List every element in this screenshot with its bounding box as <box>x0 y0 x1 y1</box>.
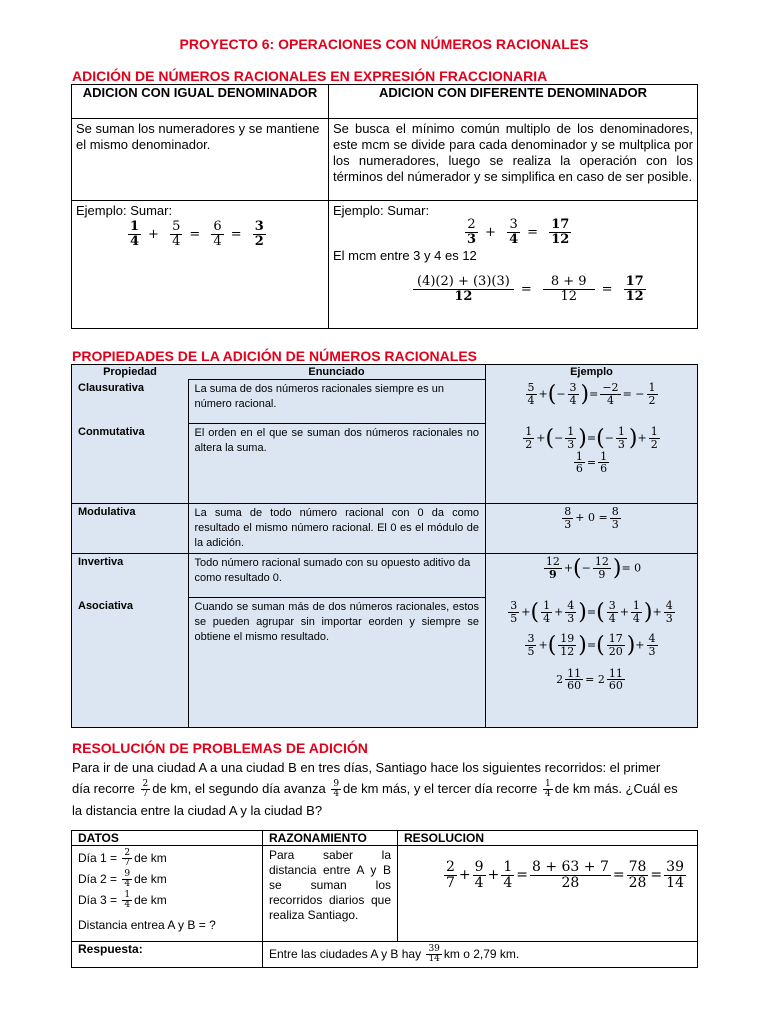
header-datos: DATOS <box>72 831 263 846</box>
prop-name: Conmutativa <box>72 424 189 504</box>
resolucion-table <box>71 830 698 968</box>
page-title: PROYECTO 6: OPERACIONES CON NÚMEROS RACIONALES <box>179 36 589 52</box>
section-heading-adicion: ADICIÓN DE NÚMEROS RACIONALES EN EXPRESIÓN FRACCIONARIA <box>72 68 548 84</box>
header-propiedad: Propiedad <box>72 365 189 380</box>
example-equation-diferente: $\frac{2}{3}$ + $\frac{3}{4}$ = $\frac{17}{12}$ <box>467 217 570 247</box>
prop-name: Modulativa <box>72 504 189 554</box>
prop-name: Invertiva <box>72 554 189 598</box>
col-header-igual: ADICION CON IGUAL DENOMINADOR <box>72 85 329 119</box>
mcm-text: El mcm entre 3 y 4 es 12 <box>333 248 477 264</box>
adicion-table <box>71 84 698 329</box>
problem-statement: Para ir de una ciudad A a una ciudad B en tres días, Santiago hace los siguientes recorridos: el primer día recorre $\frac{2}{7}$ de km, el segundo día avanza $\frac{9}{4}$ de km más, y el tercer día recorre $\frac{1}{4}$ de km más. ¿Cuál es la distancia entre la ciudad A y la ciudad B? <box>72 760 678 818</box>
prop-text: Cuando se suman más de dos números racionales, estos se pueden agrupar sin importar eorden y siempre se obtiene el mismo resultado. <box>188 598 486 728</box>
mcm-equation: $\frac{(4)(2) + (3)(3)}{12}$ = $\frac{8 + 9}{12}$ = $\frac{17}{12}$ <box>411 275 693 303</box>
razonamiento-cell: Para saber la distancia entre A y B se suman los recorridos diarios que realiza Santiago. <box>263 846 398 942</box>
example-label-1: Ejemplo: Sumar: <box>76 203 173 218</box>
header-resolucion: RESOLUCION <box>398 831 698 846</box>
header-ejemplo: Ejemplo <box>486 365 698 380</box>
example-label-2: Ejemplo: Sumar: <box>333 203 430 218</box>
propiedades-table <box>71 364 698 728</box>
col-header-diferente: ADICION CON DIFERENTE DENOMINADOR <box>329 85 698 119</box>
respuesta-label: Respuesta: <box>72 942 263 968</box>
prop-example-conmutativa: $\frac{1}{2}$ +(− $\frac{1}{3}$ )=(− $\frac{1}{3}$ )+ $\frac{1}{2}$ $\frac{1}{6}$ = $\frac{1}{6}$ <box>486 424 698 504</box>
resolucion-equation: $\frac{2}{7}$ + $\frac{9}{4}$ + $\frac{1}{4}$ = $\frac{8 + 63 + 7}{28}$ = $\frac{78}{28}$ = $\frac{39}{14}$ <box>398 846 698 942</box>
prop-text: Todo número racional sumado con su opuesto aditivo da como resultado 0. <box>188 554 486 598</box>
prop-example-invertiva: $\frac{12}{9}$ +(− $\frac{12}{9}$ )= 0 <box>486 554 698 598</box>
section-heading-propiedades: PROPIEDADES DE LA ADICIÓN DE NÚMEROS RACIONALES <box>72 348 477 364</box>
header-enunciado: Enunciado <box>188 365 486 380</box>
section-heading-problemas: RESOLUCIÓN DE PROBLEMAS DE ADICIÓN <box>72 740 368 756</box>
prop-text: El orden en el que se suman dos números racionales no altera la suma. <box>188 424 486 504</box>
respuesta-cell: Entre las ciudades A y B hay $\frac{39}{14}$ km o 2,79 km. <box>263 942 698 968</box>
example-equation-igual: $\frac{1}{4}$ + $\frac{5}{4}$ = $\frac{6}{4}$ = $\frac{3}{2}$ <box>130 219 264 249</box>
header-razonamiento: RAZONAMIENTO <box>263 831 398 846</box>
prop-example-modulativa: $\frac{8}{3}$ + 0 = $\frac{8}{3}$ <box>486 504 698 554</box>
prop-example-clausurativa: $\frac{5}{4}$ +(− $\frac{3}{4}$ )= $\frac{-2}{4}$ = − $\frac{1}{2}$ <box>486 380 698 424</box>
prop-name: Asociativa <box>72 598 189 728</box>
datos-cell: Día 1 = $\frac{2}{7}$ de km Día 2 = $\frac{9}{4}$ de km Día 3 = $\frac{1}{4}$ de km Distancia entrea A y B = ? <box>72 846 263 942</box>
prop-text: La suma de todo número racional con 0 da como resultado el mismo número racional. El 0 es el módulo de la adición. <box>188 504 486 554</box>
prop-example-asociativa: $\frac{3}{5}$ +( $\frac{1}{4}$ + $\frac{4}{3}$ )=( $\frac{3}{4}$ + $\frac{1}{4}$ )+ $\frac{4}{3}$ $\frac{3}{5}$ +( $\frac{19}{12}$ )=( $\frac{17}{20}$ )+ $\frac{4}{3}$ 2 $\frac{11}{60}$ = 2 $\frac{11}{60}$ <box>486 598 698 728</box>
text-igual: Se suman los numeradores y se mantiene el mismo denominador. <box>72 119 329 201</box>
prop-text: La suma de dos números racionales siempre es un número racional. <box>188 380 486 424</box>
prop-name: Clausurativa <box>72 380 189 424</box>
text-diferente: Se busca el mínimo común multiplo de los denominadores, este mcm se divide para cada denominador y se multplica por los numeradores, luego se realiza la operación con los términos del númerador y se simplifica en caso de ser posible. <box>329 119 698 201</box>
